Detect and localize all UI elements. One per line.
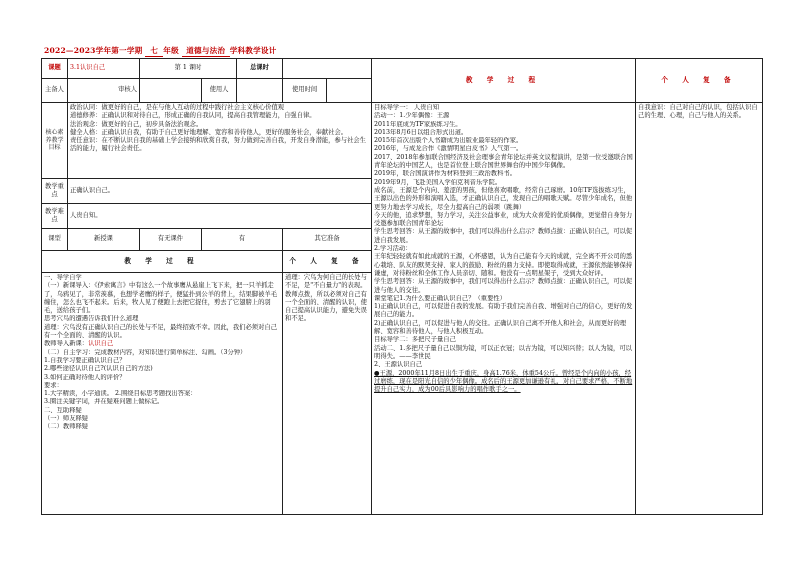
process-line: 思考穴鸟的遭遇告诉我们什么道理 [44,315,139,323]
goal-line: 法治观念：做更好的自己，初步具备法治观念。 [70,120,203,128]
header-grade-value: 七 [145,45,163,57]
right-process-content [372,103,636,515]
process-line: （一）师友释疑 [44,415,89,423]
process-line: 2019年，联合国演讲作为材料登到三政治教科书。 [374,170,516,178]
process-line: 今天的他，追求梦想，努力学习，关注公益事业，成为大众喜爱的优质偶像，更觉借自身努力受邀参加联合国青年论坛 [374,211,633,228]
lesson-type-label: 课型 [42,229,68,251]
process-line: 目标导学二：多把尺子量自己 [374,336,456,344]
process-line: 2、王源认识自己 [374,361,423,369]
header-subject: 道德与法治 [182,45,230,57]
lesson-plan-table [41,58,763,515]
process-line: 活动一：1.少年偶像：王源 [374,112,450,120]
courseware-value: 有 [202,229,283,251]
difficult-point-label: 教学难点 [42,204,68,229]
process-line: 3.如何正确对待他人的评价？ [44,373,126,381]
process-line: 目标导学一： 人贵自知 [374,104,440,111]
header-semester: 学年第一学期 [95,46,143,55]
process-line: 学生思考回答：从王源的故事中，我们可以得出什么启示？教师点拔：正确认识自己，可以促进自我发展。 [374,228,633,244]
process-line: （二）自主学习：完成教材内容，对知识进行简单标注、勾画。（3分钟） [44,348,247,356]
process-line: 2011年底成为TF家族练习生。 [374,120,462,128]
process-line: 1.自我学习要正确认识自己？ [44,356,126,364]
key-point-label: 教学重点 [42,179,68,204]
process-line: 2.学习活动： [374,245,412,253]
total-periods-value [283,59,372,79]
goal-line: 责任意识：在不断认识自我的基础上学会接纳和欣赏自我，努力做到完善自我，开发自身潜能，参与社会生活的能力，履行社会责任。 [70,137,366,153]
process-line: 1.大字精读，小字通读。 2.围绕目标思考题找出答案： [44,390,197,398]
process-line: 王年纪轻轻就有如此成就的王源，心怀感恩，认为自己能有今天的成就，完全离不开公司的悉心栽培、队友的默契支持、家人的鼓励、粉丝的鼎力支持。即使取得成就，王源依然能够保持谦虚，对待粉丝和全体工作人员亲切、随和。他没有一点明星架子，受到大众好评。 [374,253,633,277]
process-line: 一、导学自学 [44,274,82,281]
process-line: 二、互助释疑 [44,406,82,414]
difficult-point-value: 人贵自知。 [68,204,372,229]
topic-label: 课题 [42,59,68,79]
header-year: 2022—2023 [44,46,96,55]
process-line: （一）新课导入：《伊索寓言》中有这么一个故事鹰从悬崖上飞下来，把一只羊抓走了，乌鸦见了，非常羡慕，也想学老鹰的样子，便猛扑到公羊的背上，结果脚被羊毛缠住，怎么也飞不起来。后来，牧人见了便跑上去把它捉住，剪去了它翅膀上的羽毛，送给孩子们。 [44,282,277,315]
courseware-label: 有无课件 [140,229,202,251]
goal-line: 道德修养：正确认识和对待自己，形成正确的自我认同，提高自我管理能力，自强自律。 [70,112,316,120]
right-personal-content [636,103,763,515]
period-value: 第 1 课时 [140,59,237,79]
process-line: 学生思考回答：从王源的故事中，我们可以得出什么启示？教师点拔：正确认识自己，可以促进与他人的交往。 [374,278,633,294]
process-line [44,340,280,348]
user-label: 使用人 [202,79,237,103]
left-personal-content [283,273,372,515]
other-prep-label: 其它准备 [283,229,372,251]
key-point-value: 正确认识自己。 [68,179,372,204]
personal-note: 道理：穴鸟为何自己的长处与不足，是"不自量力"的表现。教师点拨，所以必须对自己有一个全面的、清醒的认识，使自己提高认识能力，避免失误和不足。 [285,274,367,323]
goal-line: 健全人格：正确认识自我，有助于自己更好地理解、宽容和善待他人，更好的服务社会，奉献社会。 [70,128,348,136]
process-line: 2.哪些途径认识自己?(认识自己的方法) [44,365,153,373]
reviewer-label: 审核人 [68,79,140,103]
process-line: 2)正确认识自己，可以促进与他人的交往。正确认识自己离不开他人和社会，从而更好的理解、宽容和善待他人，与他人积极互动。 [374,319,627,336]
process-line: 2013年8月6日以组合形式出道。 [374,128,468,136]
right-process-header: 教 学 过 程 [372,59,636,103]
process-line: （二）教师释疑 [44,423,89,431]
goals-content [68,103,372,179]
personal-note: 自我意识：自己对自己的认识，包括认识自己的生理、心理，自己与他人的关系。 [638,104,758,120]
goals-label: 核心素养教学目标 [42,103,68,179]
left-personal-header: 个 人 复 备 [283,251,372,273]
header-tail: 学科教学设计 [229,46,277,55]
lesson-plan-sheet [41,58,762,515]
header-grade-label: 年级 [163,46,179,55]
page-header [44,45,276,57]
process-line: 要求： [44,381,63,389]
preparer-label: 主备人 [42,79,68,103]
process-line: 3.圈注关键字词，并在疑难问题上做标记。 [44,398,164,406]
goal-line: 政治认同：做更好的自己，是在与他人互动的过程中践行社会主义核心价值观 [70,104,285,111]
left-process-header: 教 学 过 程 [42,251,283,273]
process-line: 成名前，王源是个内向、羞涩的男孩，但他喜欢唱歌，经常自己琢磨。10年TF选拔练习生，王源以出色的外形和演唱入选，才正确认识自己，发现自己的唱歌天赋。尽管少年成名，但他更努力地去学习成长，尽全力提高自己的弱项（跳舞） [374,186,633,211]
total-periods-label: 总课时 [237,59,283,79]
process-line: 2017、2018年参加联合国经济及社会理事会青年论坛并英文议程演讲，是第一位受邀联合国青年论坛的中国艺人，也是首位登上联合国世界舞台的中国少年偶像。 [374,153,633,170]
reviewer-value [140,79,202,103]
user-value [237,79,283,103]
new-lesson-topic: 认识自己 [88,340,114,348]
process-line: 活动二、1.多把尺子量自己以铜为镜，可以正衣冠；以古为镜，可以知兴替；以人为镜，可以明得失。——李世民 [374,344,632,360]
lesson-type-value: 新授课 [68,229,140,251]
process-line: 课堂笔记1.为什么要正确认识自己？（重要性） [374,294,506,302]
new-lesson-intro: 教师导入新课： [44,340,89,348]
process-line: 2015年首次出版个人书籍成为出版业最年轻的作家。 [374,137,523,145]
time-value [327,79,372,103]
process-line: 1)正确认识自己，可以促进自我的发展。有助于我们完善自我、增强对自己的信心，更好的发展自己的能力。 [374,303,633,319]
left-process-content [42,273,283,515]
topic-value: 3.1认识自己 [68,59,140,79]
right-personal-header: 个 人 复 备 [636,59,763,103]
process-line: 2016年，与成龙合作《激情明星白皮书》人气第一。 [374,145,523,153]
time-label: 使用时间 [283,79,327,103]
process-line: 2019年9月，飞赴美国入学伯克利音乐学院。 [374,178,502,186]
process-line: ●王源，2000年11月8日出生于重庆，身高1.76米，体重54公斤。曾经是个内向的小孩，经过磨练，现在是阳光自信的少年偶像。成名后的王源更加谦逊有礼，对自己要求严格，不断地提升自己实力，成为00后具影响力的唱作歌手之一。 [374,369,633,394]
process-line: 道理：穴鸟没有正确认识自己的长处与不足，最终招致不幸。因此，我们必须对自己有一个全面的、清醒的认识。 [44,323,277,340]
